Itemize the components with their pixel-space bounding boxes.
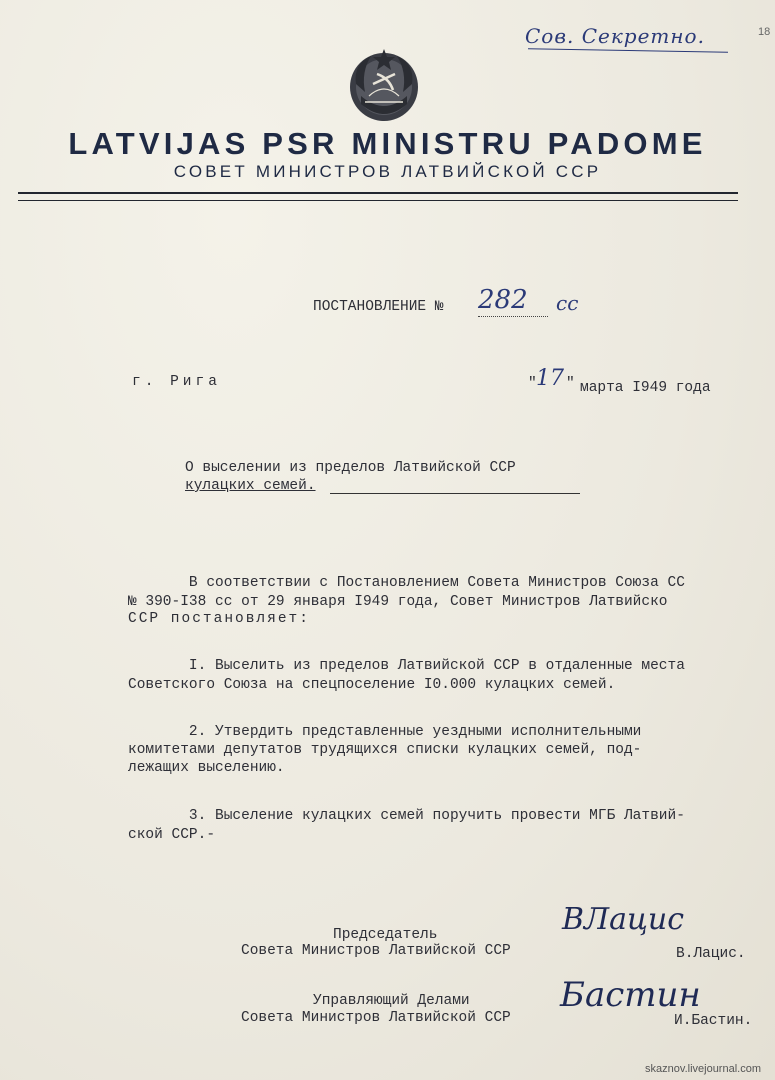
decree-number-line xyxy=(478,316,548,317)
coat-of-arms-emblem xyxy=(343,44,425,126)
body-line: ской ССР.- xyxy=(128,827,216,843)
signatory-2-title: Управляющий Делами xyxy=(313,993,470,1009)
date-month-year: марта I949 года xyxy=(580,380,711,396)
date-quote-open: " xyxy=(528,376,537,392)
signatory-1-name: В.Лацис. xyxy=(676,946,746,962)
header-latvian: LATVIJAS PSR MINISTRU PADOME xyxy=(68,126,707,161)
decree-suffix: сс xyxy=(556,291,579,315)
subject-line-1: О выселении из пределов Латвийской ССР xyxy=(185,460,516,476)
signatory-1-title: Председатель xyxy=(333,927,438,943)
city: г. Рига xyxy=(132,374,221,390)
classification-stamp: Сов. Секретно. xyxy=(525,24,705,48)
body-line: ССР постановляет: xyxy=(128,611,310,627)
classification-underline xyxy=(528,48,728,52)
signatory-2-body: Совета Министров Латвийской ССР xyxy=(241,1010,511,1026)
signatory-1-body: Совета Министров Латвийской ССР xyxy=(241,943,511,959)
header-russian: СОВЕТ МИНИСТРОВ ЛАТВИЙСКОЙ ССР xyxy=(173,162,602,181)
header-rule-thick xyxy=(18,192,738,194)
page-number: 18 xyxy=(758,26,771,38)
body-line: I. Выселить из пределов Латвийской ССР в отдаленные места xyxy=(128,658,685,674)
decree-label: ПОСТАНОВЛЕНИЕ № xyxy=(313,299,444,315)
signatory-2-name: И.Бастин. xyxy=(674,1013,753,1029)
body-line: Советского Союза на спецпоселение I0.000 кулацких семей. xyxy=(128,677,616,693)
date-quote-close: " xyxy=(566,376,575,392)
date-day: 17 xyxy=(536,366,564,391)
body-line: комитетами депутатов трудящихся списки кулацких семей, под- xyxy=(128,742,642,758)
subject-line-2: кулацких семей. xyxy=(185,478,316,494)
body-line: № 390-I38 сс от 29 января I949 года, Совет Министров Латвийско xyxy=(128,594,668,610)
signature-1-handwritten: ВЛацис xyxy=(562,902,685,937)
body-line: 3. Выселение кулацких семей поручить провести МГБ Латвий- xyxy=(128,808,685,824)
signature-2-handwritten: Бастин xyxy=(560,975,701,1015)
watermark: skaznov.livejournal.com xyxy=(645,1063,761,1075)
body-line: 2. Утвердить представленные уездными исполнительными xyxy=(128,724,642,740)
body-line: лежащих выселению. xyxy=(128,760,285,776)
body-line: В соответствии с Постановлением Совета Министров Союза СС xyxy=(128,575,685,591)
subject-underline xyxy=(330,493,580,494)
decree-number: 282 xyxy=(478,285,528,315)
header-rule-thin xyxy=(18,200,738,201)
